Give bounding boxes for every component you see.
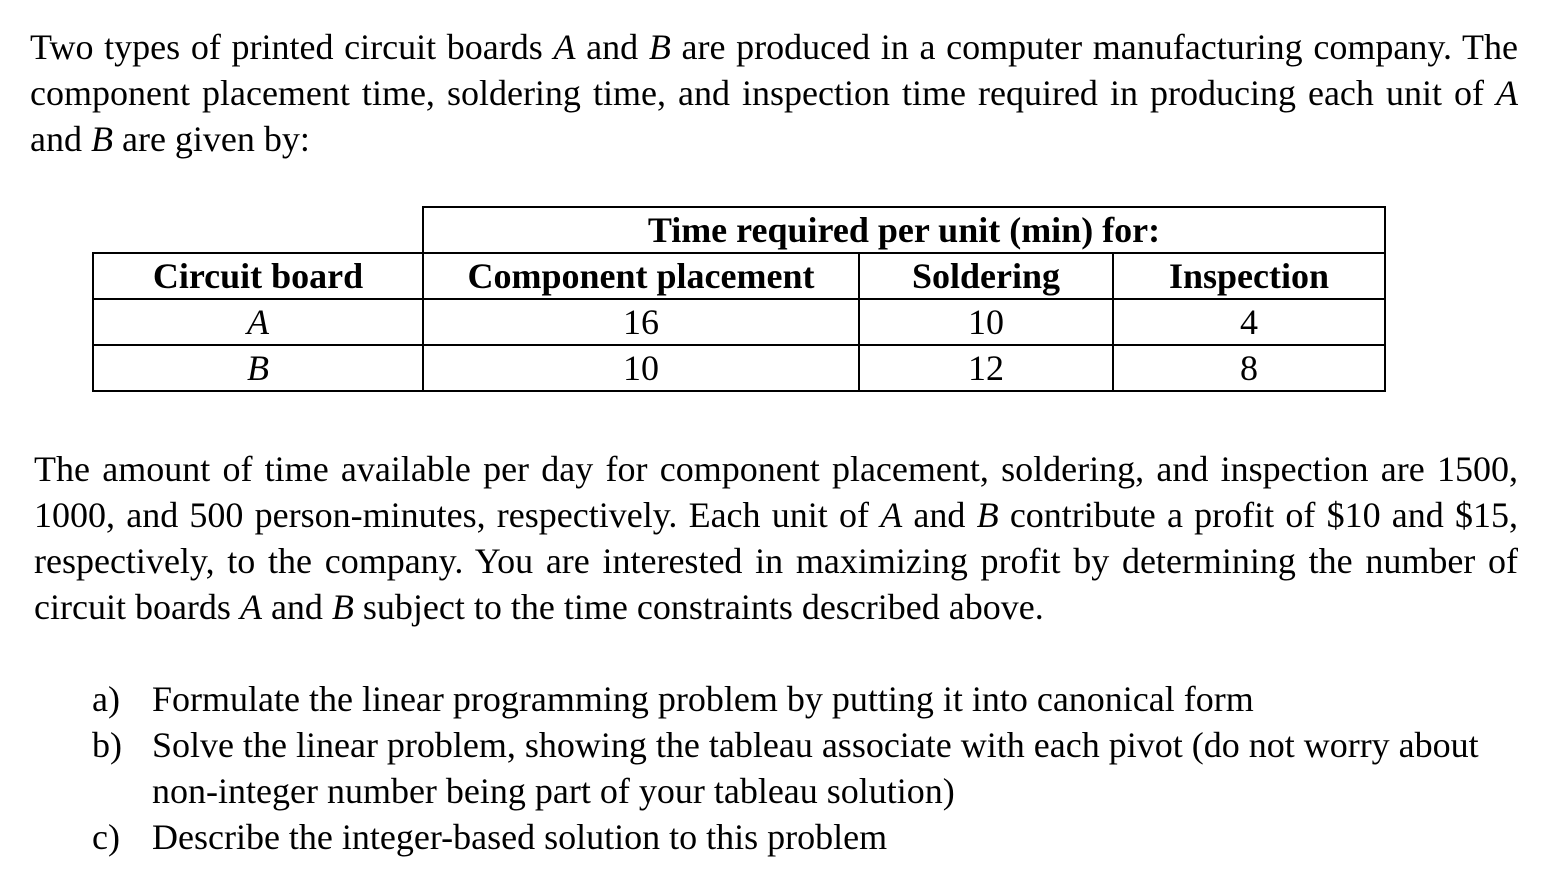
var-a: A	[1496, 73, 1518, 113]
intro-text-3: are produced in a computer manufacturing company. The component placement time, soldering time, and inspection time required in producing each unit of	[30, 27, 1518, 113]
body-text-3: contribute a profit of $10 and $15, respectively, to the company. You are interested in maximizing profit by determining the number of circuit boards	[34, 495, 1518, 627]
question-text: Describe the integer-based solution to this problem	[152, 817, 888, 857]
var-b: B	[331, 587, 354, 627]
column-header-circuit-board: Circuit board	[93, 253, 423, 299]
table-header-row	[93, 253, 1385, 299]
question-list	[92, 676, 1522, 860]
question-marker: a)	[92, 679, 120, 719]
body-text-1: The amount of time available per day for component placement, soldering, and inspection are 1500, 1000, and 500 person-minutes, respectively. Each unit of	[34, 449, 1518, 535]
cell-soldering: 12	[859, 345, 1113, 391]
list-item	[92, 676, 1522, 722]
intro-paragraph	[30, 24, 1518, 162]
var-b: B	[90, 119, 113, 159]
var-a: A	[239, 587, 262, 627]
column-header-inspection: Inspection	[1113, 253, 1385, 299]
column-header-soldering: Soldering	[859, 253, 1113, 299]
table-group-header-row	[93, 207, 1385, 253]
question-text: Formulate the linear programming problem by putting it into canonical form	[152, 679, 1254, 719]
time-requirements-table	[92, 206, 1386, 392]
table-corner-cell	[93, 207, 423, 253]
problem-paragraph	[34, 446, 1518, 630]
var-b: B	[648, 27, 671, 67]
list-item	[92, 814, 1522, 860]
table-row	[93, 299, 1385, 345]
table-row	[93, 345, 1385, 391]
intro-text-5: are given by:	[112, 119, 310, 159]
body-text-5: subject to the time constraints described above.	[353, 587, 1044, 627]
cell-inspection: 8	[1113, 345, 1385, 391]
body-text-4: and	[261, 587, 332, 627]
var-b: B	[976, 495, 999, 535]
table-group-header: Time required per unit (min) for:	[423, 207, 1385, 253]
cell-placement: 10	[423, 345, 859, 391]
column-header-component-placement: Component placement	[423, 253, 859, 299]
intro-text-2: and	[575, 27, 649, 67]
cell-soldering: 10	[859, 299, 1113, 345]
var-a: A	[880, 495, 903, 535]
row-board-label: B	[93, 345, 423, 391]
intro-text-4: and	[30, 119, 91, 159]
var-a: A	[553, 27, 576, 67]
row-board-label: A	[93, 299, 423, 345]
question-marker: c)	[92, 817, 120, 857]
list-item	[92, 722, 1522, 814]
cell-inspection: 4	[1113, 299, 1385, 345]
question-marker: b)	[92, 725, 122, 765]
intro-text-1: Two types of printed circuit boards	[30, 27, 554, 67]
body-text-2: and	[902, 495, 977, 535]
cell-placement: 16	[423, 299, 859, 345]
question-text: Solve the linear problem, showing the tableau associate with each pivot (do not worry about non-integer number being part of your tableau solution)	[152, 725, 1479, 811]
